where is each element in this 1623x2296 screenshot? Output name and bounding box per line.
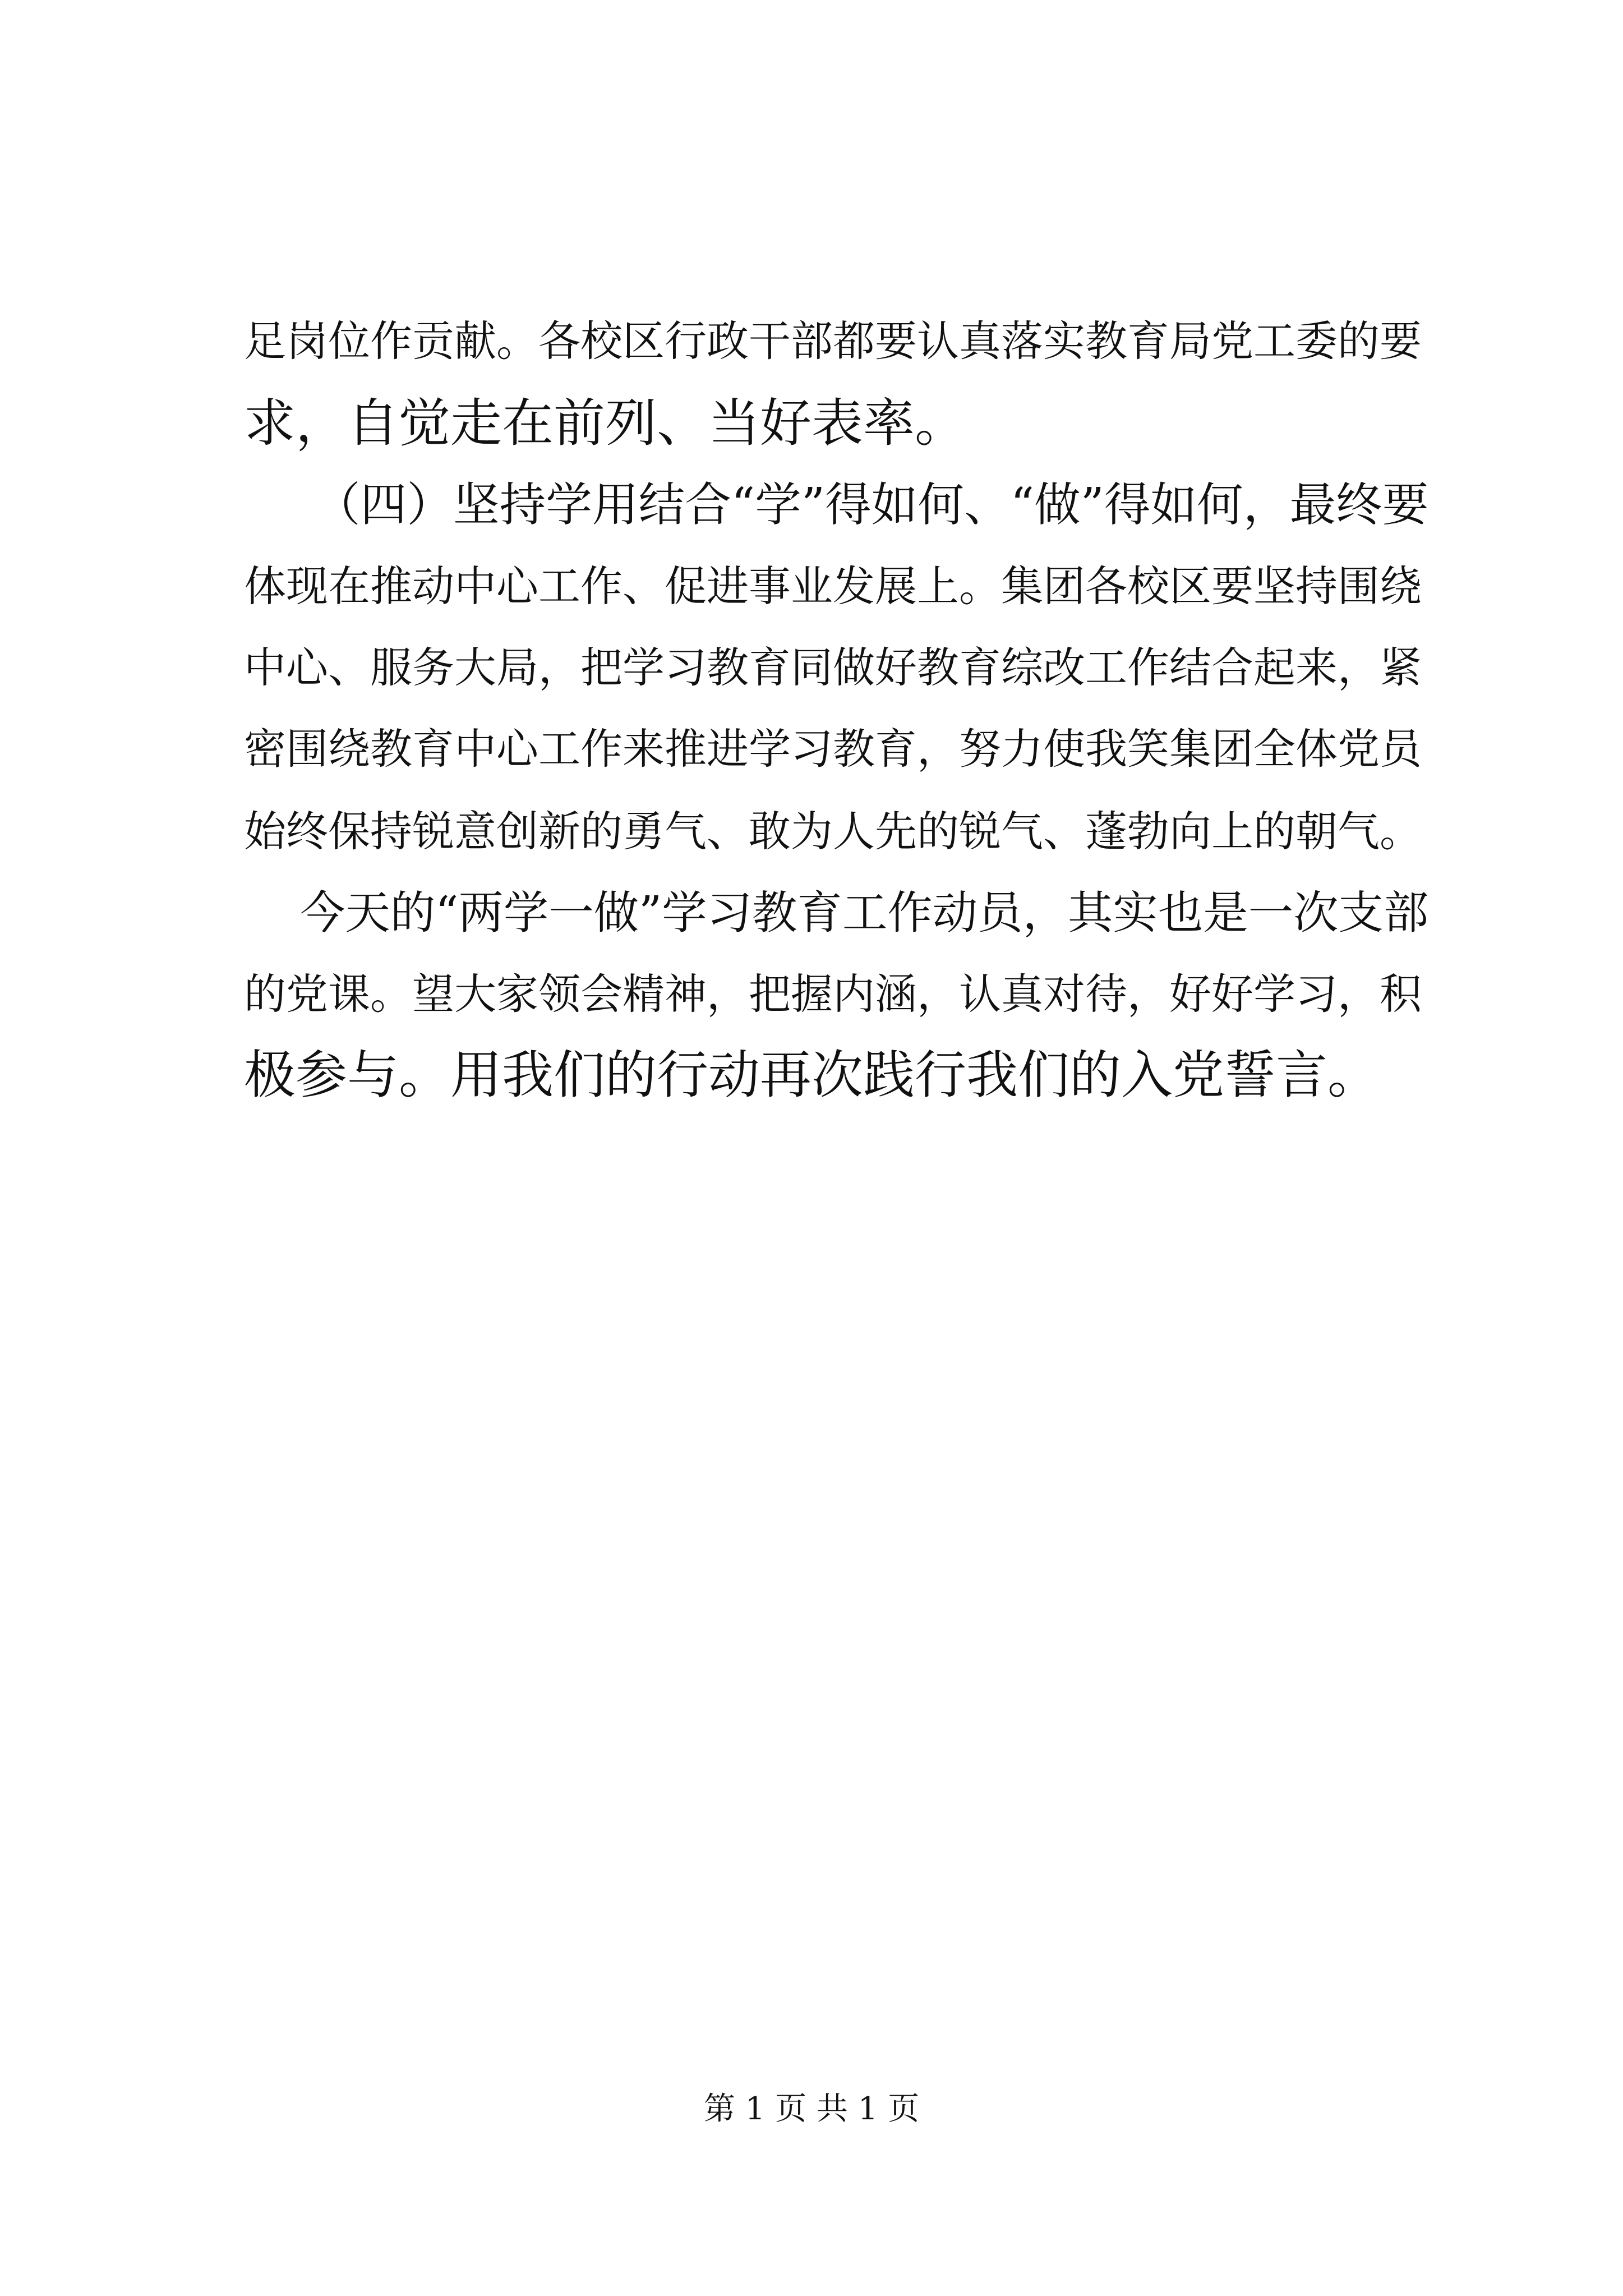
paragraph-line: 体现在推动中心工作、促进事业发展上。集团各校区要坚持围绕 [244, 562, 1422, 611]
paragraph-line: 中心、服务大局，把学习教育同做好教育综改工作结合起来，紧 [244, 643, 1422, 692]
paragraph-line: （四）坚持学用结合“学”得如何、“做”得如何，最终要 [314, 478, 1429, 532]
paragraph-line: 求，自觉走在前列、当好表率。 [244, 393, 967, 453]
paragraph-line: 始终保持锐意创新的勇气、敢为人先的锐气、蓬勃向上的朝气。 [244, 807, 1422, 856]
paragraph-line: 密围绕教育中心工作来推进学习教育，努力使我笑集团全体党员 [244, 724, 1422, 774]
paragraph-line: 极参与。用我们的行动再次践行我们的入党誓言。 [244, 1045, 1380, 1105]
page-footer: 第 1 页 共 1 页 [703, 2091, 920, 2127]
paragraph-line: 今天的“两学一做”学习教育工作动员，其实也是一次支部 [300, 886, 1429, 939]
paragraph-line: 足岗位作贡献。各校区行政干部都要认真落实教育局党工委的要 [244, 316, 1422, 366]
paragraph-line: 的党课。望大家领会精神，把握内涵，认真对待，好好学习，积 [244, 969, 1422, 1019]
